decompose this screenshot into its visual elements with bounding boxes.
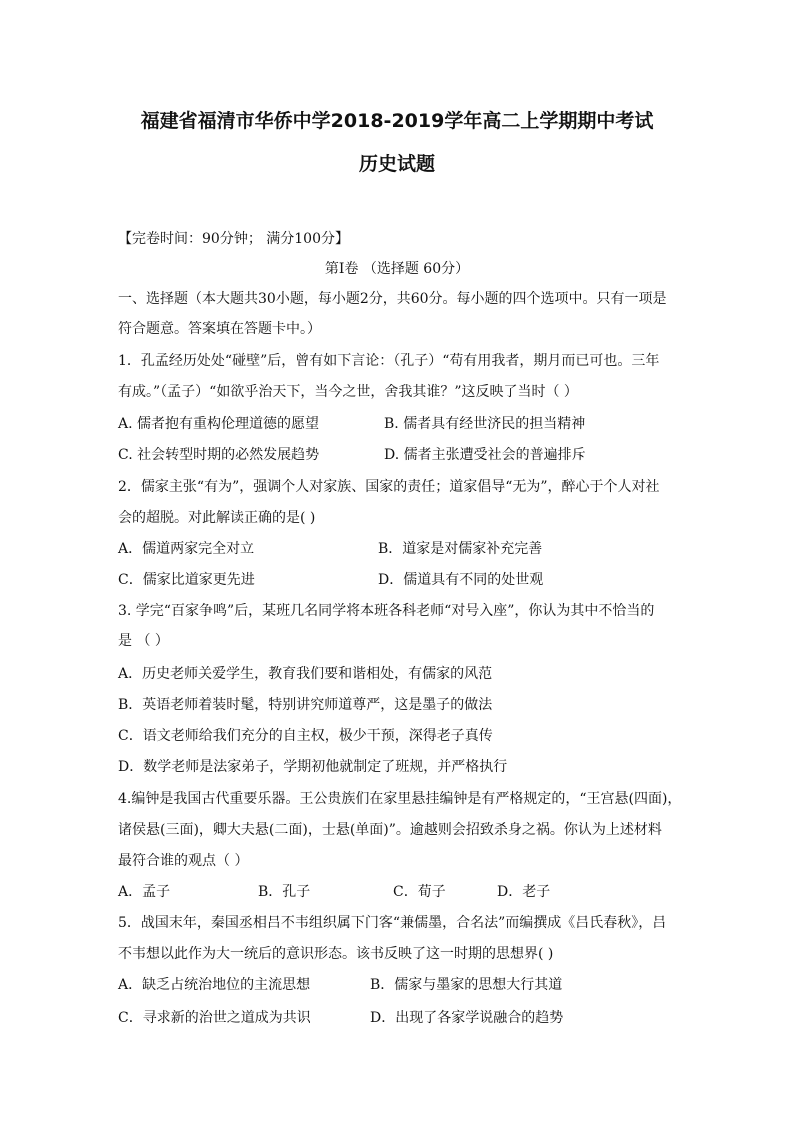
option-c: C．儒家比道家更先进 (118, 572, 255, 588)
option-b: B．孔子 (258, 884, 311, 900)
document-title: 福建省福清市华侨中学2018-2019学年高二上学期期中考试 (140, 110, 654, 132)
option-c: C．寻求新的治世之道成为共识 (118, 1010, 311, 1026)
option-d: D．出现了各家学说融合的趋势 (370, 1010, 564, 1026)
option-d: D．儒道具有不同的处世观 (378, 572, 544, 588)
question-stem-line: 1．孔孟经历处处“碰壁”后，曾有如下言论：（孔子）“苟有用我者，期月而已可也。三年 (118, 353, 660, 369)
question-stem-line: 4.编钟是我国古代重要乐器。王公贵族们在家里悬挂编钟是有严格规定的，“王宫悬(四面)， (118, 791, 682, 807)
option-a: A．历史老师关爱学生，教育我们要和谐相处，有儒家的风范 (118, 666, 493, 682)
question-stem-line: 不韦想以此作为大一统后的意识形态。该书反映了这一时期的思想界( ) (118, 946, 554, 962)
option-d: D．数学老师是法家弟子，学期初他就制定了班规，并严格执行 (118, 759, 508, 775)
option-c: C．语文老师给我们充分的自主权，极少干预，深得老子真传 (118, 728, 493, 744)
option-b: B．儒家与墨家的思想大行其道 (370, 977, 563, 993)
option-d: D．老子 (497, 884, 551, 900)
exam-info: 【完卷时间：90分钟； 满分100分】 (118, 231, 349, 247)
document-subtitle: 历史试题 (358, 153, 435, 175)
option-a: A．缺乏占统治地位的主流思想 (118, 977, 311, 993)
option-b: B. 儒者具有经世济民的担当精神 (384, 416, 586, 432)
option-b: B．道家是对儒家补充完善 (378, 541, 543, 557)
instructions-line: 一、选择题（本大题共30小题，每小题2分，共60分。每小题的四个选项中。只有一项是 (118, 291, 667, 307)
section-heading: 第Ⅰ卷 （选择题 60分） (324, 261, 470, 277)
question-stem-line: 最符合谁的观点（ ） (118, 853, 249, 869)
question-stem-line: 2．儒家主张“有为”，强调个人对家族、国家的责任；道家倡导“无为”，醉心于个人对社 (118, 479, 660, 495)
question-stem-line: 诸侯悬(三面)，卿大夫悬(二面)，士悬(单面)”。逾越则会招致杀身之祸。你认为上述材料 (118, 822, 662, 838)
instructions-line: 符合题意。答案填在答题卡中。） (118, 321, 321, 337)
option-a: A. 儒者抱有重构伦理道德的愿望 (118, 416, 320, 432)
option-d: D. 儒者主张遭受社会的普遍排斥 (384, 447, 586, 463)
option-c: C．荀子 (393, 884, 446, 900)
option-a: A．儒道两家完全对立 (118, 541, 255, 557)
option-c: C. 社会转型时期的必然发展趋势 (118, 447, 320, 463)
question-stem-line: 5．战国末年，秦国丞相吕不韦组织属下门客“兼儒墨，合名法”而编撰成《吕氏春秋》，吕 (118, 915, 667, 931)
question-stem-line: 会的超脱。对此解读正确的是( ) (118, 510, 316, 526)
option-a: A．孟子 (118, 884, 171, 900)
question-stem-line: 有成。”（孟子）“如欲乎治天下，当今之世，舍我其谁？”这反映了当时（ ） (118, 384, 578, 400)
question-stem-line: 是 （ ） (118, 633, 169, 649)
question-stem-line: 3. 学完“百家争鸣”后，某班几名同学将本班各科老师“对号入座”，你认为其中不恰当的 (118, 603, 655, 619)
option-b: B．英语老师着装时髦，特别讲究师道尊严，这是墨子的做法 (118, 697, 493, 713)
